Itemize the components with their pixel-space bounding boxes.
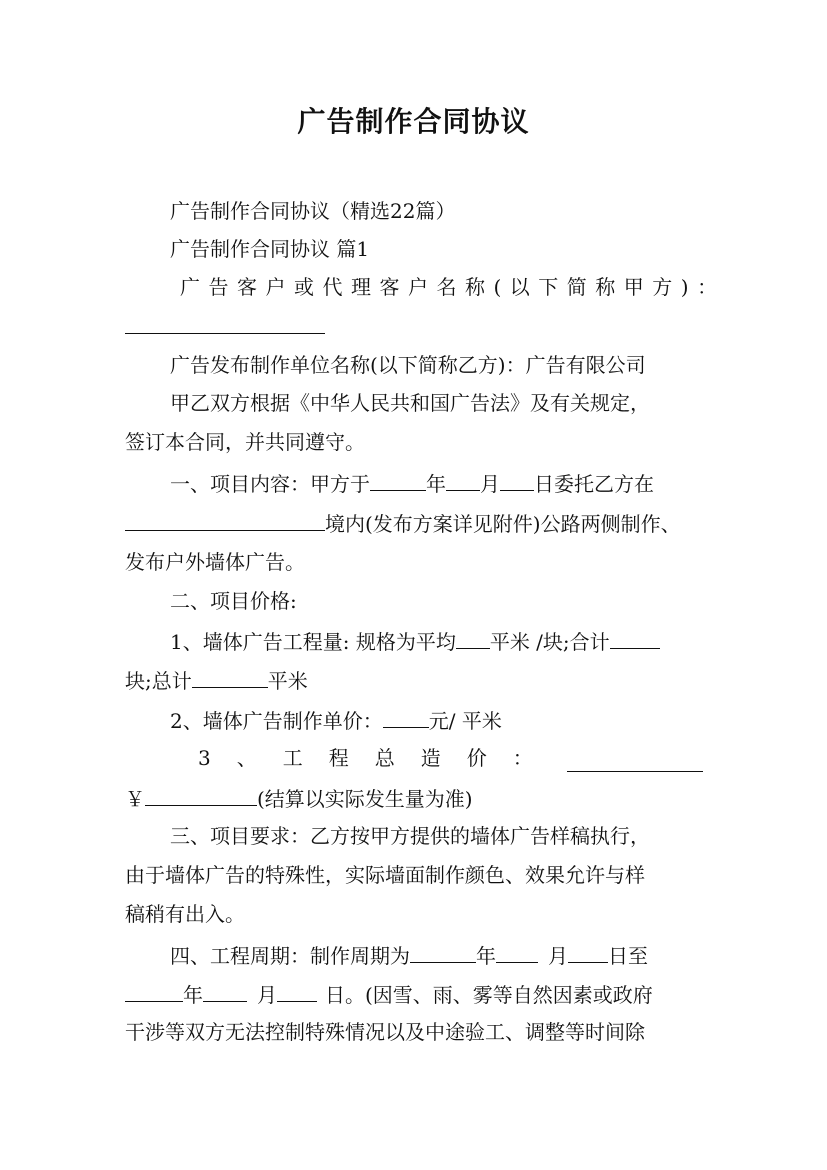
item1-line-3: 发布户外墙体广告。 [125, 550, 305, 574]
area-blank [456, 626, 490, 649]
item1-month: 月 [480, 472, 500, 496]
item2-3-line-1 [198, 744, 703, 772]
article-title: 广告制作合同协议 篇1 [170, 237, 370, 261]
party-a-label: 广告客户或代理客户名称(以下简称甲方)： [180, 275, 726, 299]
document-title: 广告制作合同协议 [297, 105, 530, 138]
party-a-blank-line [125, 311, 703, 341]
party-b: 广告发布制作单位名称(以下简称乙方)：广告有限公司 [170, 353, 646, 377]
unit-price-blank [383, 705, 429, 728]
start-year-blank [410, 940, 476, 963]
start-day-blank [568, 940, 608, 963]
total-area-blank [192, 665, 268, 688]
item2-1-text-c: 块;总计 [125, 669, 192, 693]
item2-2-text-b: 元/ 平米 [428, 709, 502, 733]
item4-day2: 日 [325, 983, 345, 1007]
item1-line-1 [170, 468, 703, 498]
item3-line-1: 三、项目要求：乙方按甲方提供的墙体广告样稿执行， [170, 824, 650, 848]
item3-line-2: 由于墙体广告的特殊性，实际墙面制作颜色、效果允许与样 [125, 863, 645, 887]
item4-line-2 [125, 979, 703, 1009]
end-year-blank [125, 979, 183, 1002]
item2-1-line-2 [125, 665, 703, 695]
end-day-blank [277, 979, 317, 1002]
total-cost-blank [567, 749, 703, 772]
item1-text-a: 一、项目内容：甲方于 [170, 472, 370, 496]
amount-blank [145, 783, 257, 806]
subtitle: 广告制作合同协议（精选22篇） [170, 199, 456, 223]
item4-text-a: 四、工程周期：制作周期为 [170, 944, 410, 968]
year-blank [370, 468, 426, 491]
item2-3-note: (结算以实际发生量为准) [257, 787, 473, 811]
month-blank [446, 468, 480, 491]
item2-3-label: 3、工程总造价： [198, 746, 559, 770]
start-month-blank [496, 940, 538, 963]
item2-heading: 二、项目价格: [170, 589, 297, 613]
item2-2-text-a: 2、墙体广告制作单价： [170, 709, 383, 733]
item2-1-text-d: 平米 [267, 669, 308, 693]
item2-1-text-b: 平米 /块;合计 [489, 630, 610, 654]
party-a-name-blank [125, 311, 325, 334]
item2-3-line-2 [125, 783, 703, 813]
item1-day: 日委托乙方在 [534, 472, 654, 496]
item4-month2: 月 [257, 983, 277, 1007]
item4-day-to: 日至 [608, 944, 648, 968]
end-month-blank [203, 979, 247, 1002]
item2-2-line [170, 705, 703, 735]
item2-1-line-1 [170, 626, 703, 656]
location-blank [125, 508, 325, 531]
day-blank [500, 468, 534, 491]
item4-month: 月 [548, 944, 568, 968]
item4-line-3: 干涉等双方无法控制特殊情况以及中途验工、调整等时间除 [125, 1020, 645, 1044]
item4-line-1 [170, 940, 703, 970]
item1-year: 年 [426, 472, 446, 496]
item2-1-text-a: 1、墙体广告工程量: 规格为平均 [170, 630, 456, 654]
preamble-line-2: 签订本合同，并共同遵守。 [125, 430, 365, 454]
item1-text-b: 境内(发布方案详见附件)公路两侧制作、 [325, 512, 681, 536]
item4-year: 年 [476, 944, 496, 968]
count-blank [610, 626, 660, 649]
currency-symbol: ￥ [125, 787, 145, 811]
item4-text-b: 。(因雪、雨、雾等自然因素或政府 [345, 983, 653, 1007]
preamble-line-1: 甲乙双方根据《中华人民共和国广告法》及有关规定， [170, 391, 650, 415]
item4-year2: 年 [183, 983, 203, 1007]
item3-line-3: 稿稍有出入。 [125, 902, 245, 926]
item1-line-2 [125, 508, 703, 538]
